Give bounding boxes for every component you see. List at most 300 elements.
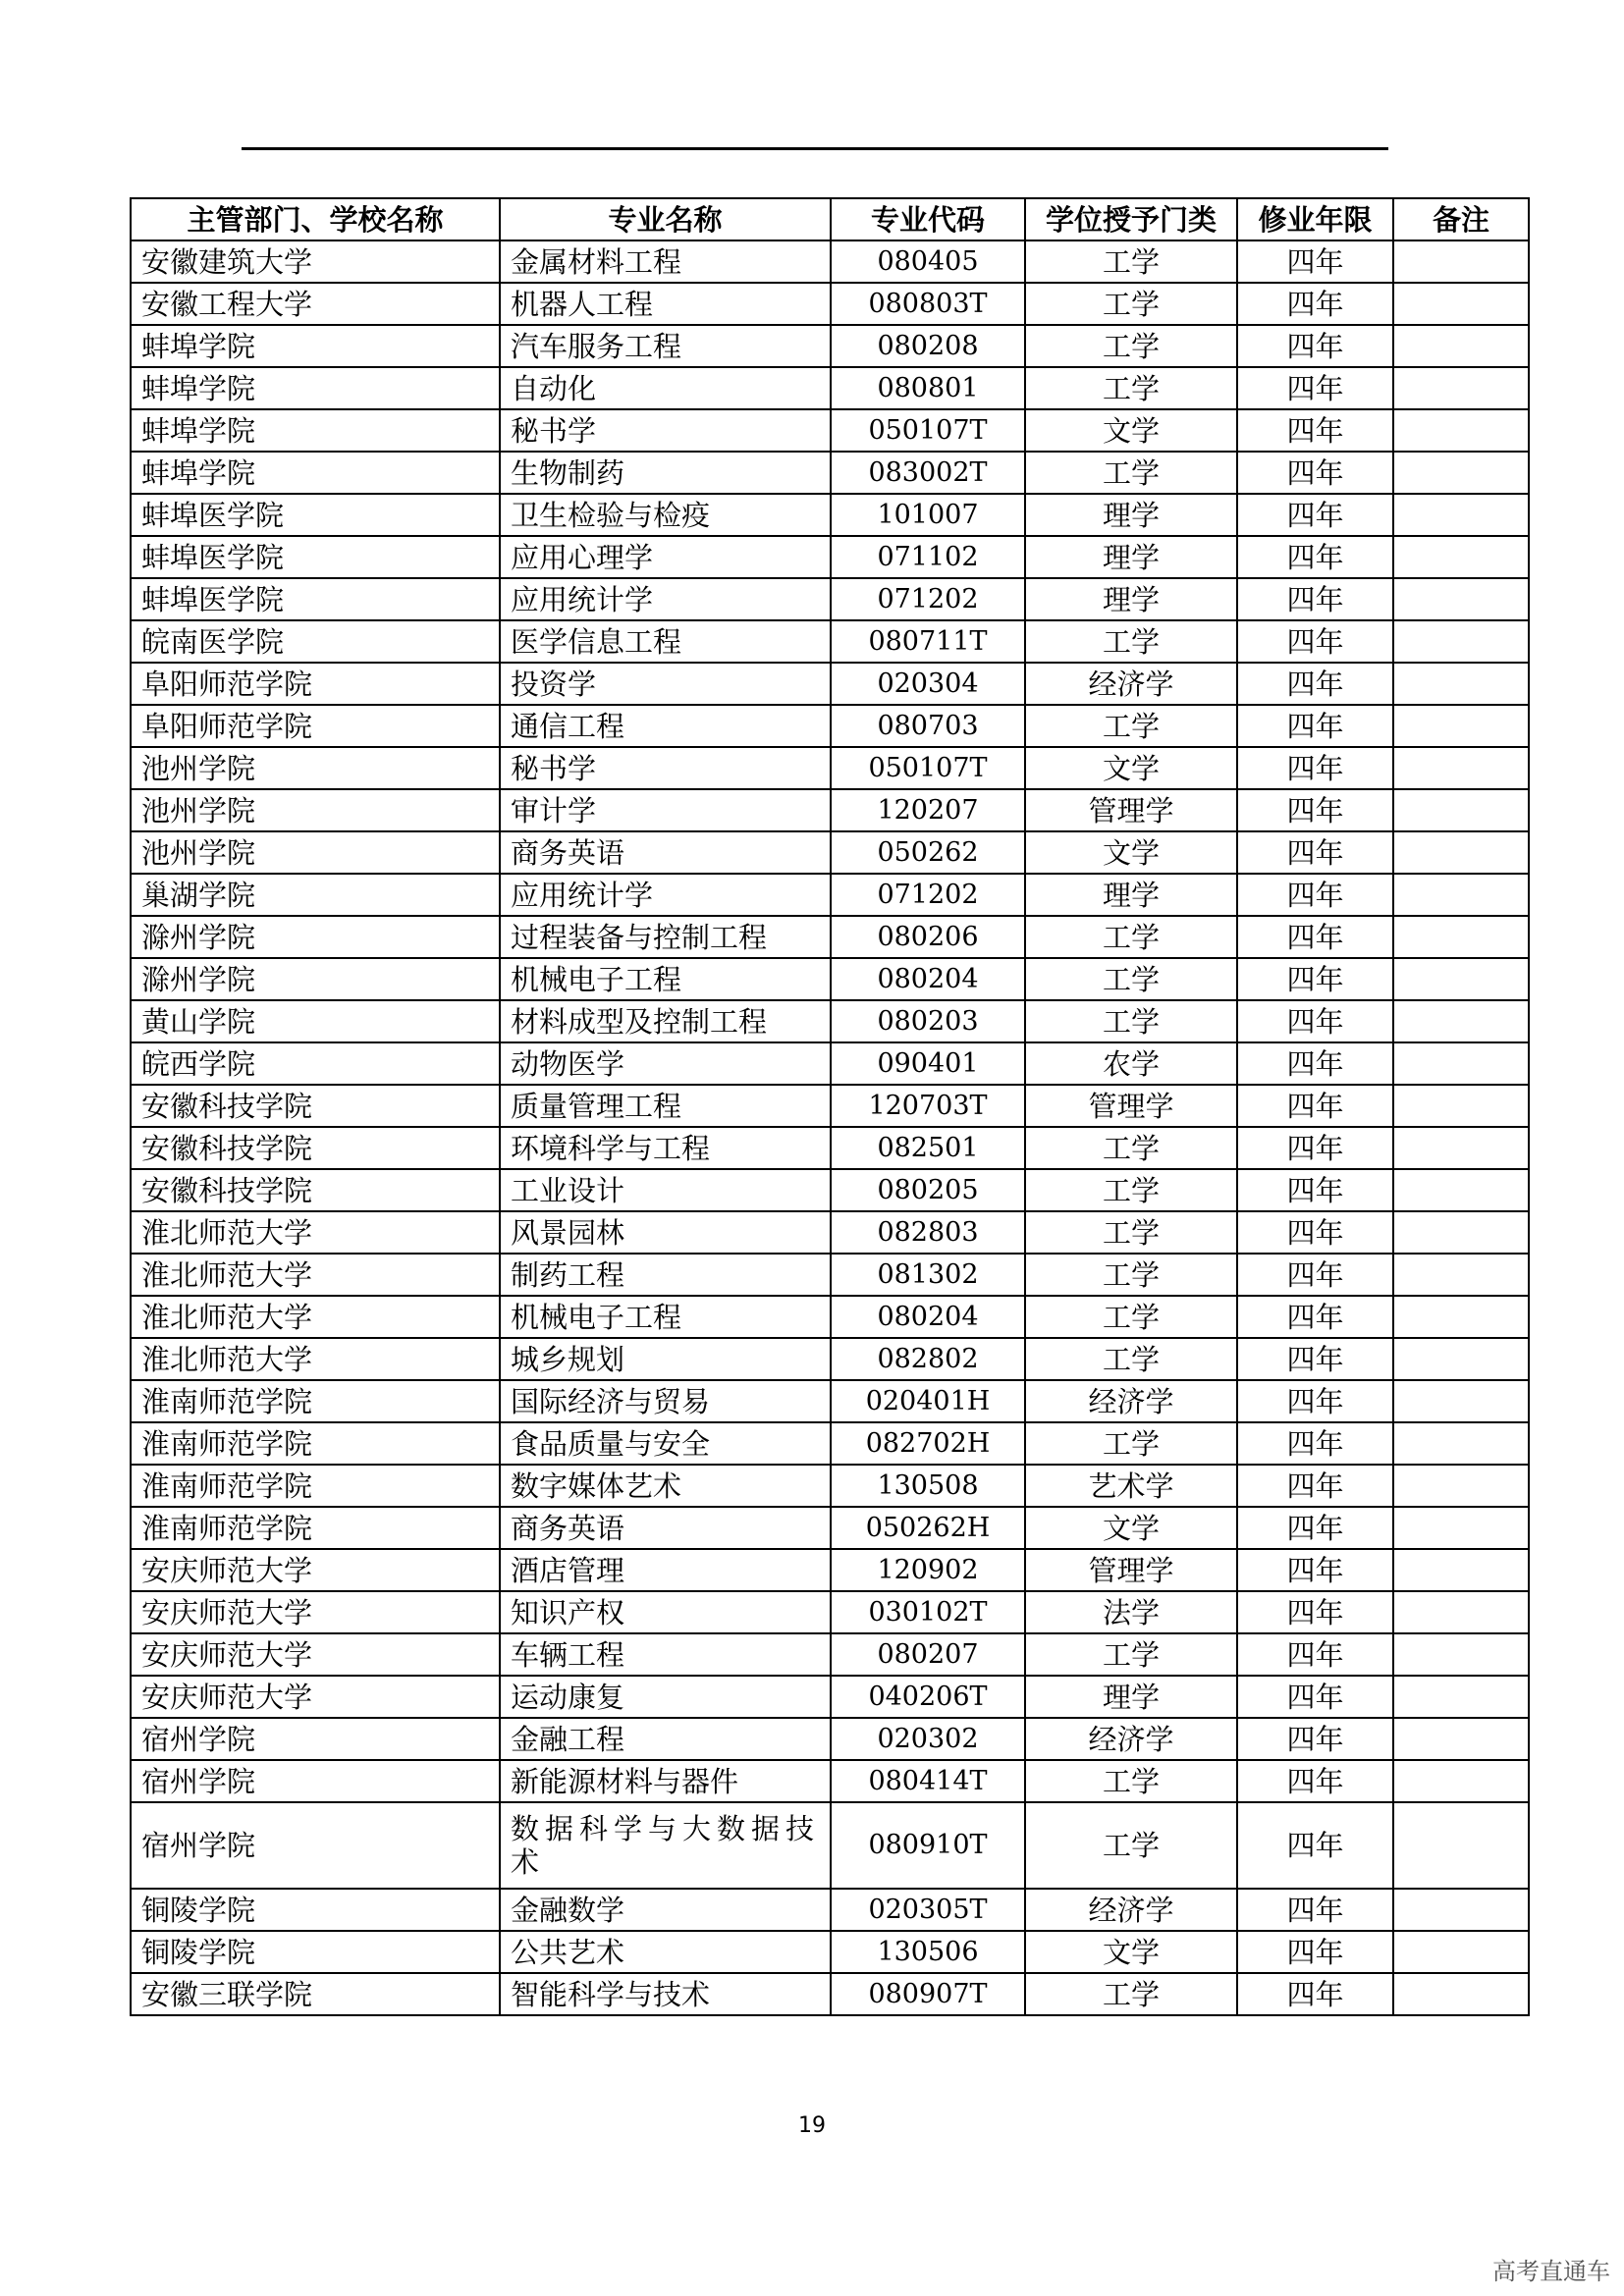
cell-school: 宿州学院	[131, 1802, 500, 1889]
cell-remarks	[1393, 1507, 1529, 1549]
cell-school: 安徽科技学院	[131, 1085, 500, 1127]
cell-school: 安庆师范大学	[131, 1549, 500, 1591]
cell-code: 080711T	[831, 620, 1025, 663]
cell-major: 应用统计学	[500, 874, 831, 916]
cell-school: 滁州学院	[131, 958, 500, 1000]
cell-remarks	[1393, 1254, 1529, 1296]
cell-school: 铜陵学院	[131, 1931, 500, 1973]
cell-major: 机器人工程	[500, 283, 831, 325]
cell-remarks	[1393, 1085, 1529, 1127]
cell-code: 080207	[831, 1633, 1025, 1676]
cell-degree: 理学	[1025, 874, 1237, 916]
cell-duration: 四年	[1237, 747, 1393, 789]
cell-school: 安庆师范大学	[131, 1591, 500, 1633]
cell-remarks	[1393, 1422, 1529, 1465]
header-code: 专业代码	[831, 198, 1025, 240]
cell-code: 082803	[831, 1211, 1025, 1254]
cell-school: 黄山学院	[131, 1000, 500, 1042]
cell-remarks	[1393, 536, 1529, 578]
cell-code: 080203	[831, 1000, 1025, 1042]
table-row	[131, 1549, 1529, 1591]
cell-school: 池州学院	[131, 747, 500, 789]
cell-major: 城乡规划	[500, 1338, 831, 1380]
cell-school: 安徽工程大学	[131, 283, 500, 325]
cell-remarks	[1393, 1633, 1529, 1676]
cell-remarks	[1393, 494, 1529, 536]
cell-code: 050262H	[831, 1507, 1025, 1549]
table-row	[131, 916, 1529, 958]
cell-remarks	[1393, 1718, 1529, 1760]
cell-code: 050107T	[831, 409, 1025, 452]
cell-duration: 四年	[1237, 1042, 1393, 1085]
cell-major: 审计学	[500, 789, 831, 831]
table-row	[131, 1760, 1529, 1802]
cell-major: 制药工程	[500, 1254, 831, 1296]
cell-code: 080204	[831, 1296, 1025, 1338]
table-row	[131, 1296, 1529, 1338]
cell-degree: 工学	[1025, 705, 1237, 747]
cell-school: 淮北师范大学	[131, 1338, 500, 1380]
cell-degree: 工学	[1025, 240, 1237, 283]
cell-major: 材料成型及控制工程	[500, 1000, 831, 1042]
cell-degree: 经济学	[1025, 663, 1237, 705]
cell-duration: 四年	[1237, 1000, 1393, 1042]
cell-code: 082702H	[831, 1422, 1025, 1465]
cell-code: 071202	[831, 874, 1025, 916]
table-header-row	[131, 198, 1529, 240]
watermark: 高考直通车	[1492, 2258, 1610, 2285]
cell-degree: 理学	[1025, 578, 1237, 620]
cell-duration: 四年	[1237, 1127, 1393, 1169]
cell-degree: 工学	[1025, 1973, 1237, 2015]
cell-duration: 四年	[1237, 1549, 1393, 1591]
cell-major: 国际经济与贸易	[500, 1380, 831, 1422]
cell-school: 皖南医学院	[131, 620, 500, 663]
cell-major: 自动化	[500, 367, 831, 409]
header-major: 专业名称	[500, 198, 831, 240]
majors-table	[130, 197, 1530, 2016]
cell-code: 130508	[831, 1465, 1025, 1507]
cell-school: 淮南师范学院	[131, 1422, 500, 1465]
cell-remarks	[1393, 1760, 1529, 1802]
cell-duration: 四年	[1237, 536, 1393, 578]
cell-remarks	[1393, 1973, 1529, 2015]
cell-major: 金融工程	[500, 1718, 831, 1760]
cell-major: 过程装备与控制工程	[500, 916, 831, 958]
cell-major: 数字媒体艺术	[500, 1465, 831, 1507]
cell-major: 秘书学	[500, 409, 831, 452]
cell-degree: 管理学	[1025, 1549, 1237, 1591]
table-row	[131, 1718, 1529, 1760]
cell-school: 滁州学院	[131, 916, 500, 958]
cell-major: 金融数学	[500, 1889, 831, 1931]
cell-degree: 理学	[1025, 1676, 1237, 1718]
table-body	[131, 240, 1529, 2015]
cell-school: 巢湖学院	[131, 874, 500, 916]
cell-school: 池州学院	[131, 831, 500, 874]
cell-degree: 经济学	[1025, 1889, 1237, 1931]
cell-school: 安庆师范大学	[131, 1676, 500, 1718]
cell-degree: 工学	[1025, 1760, 1237, 1802]
cell-code: 080205	[831, 1169, 1025, 1211]
cell-degree: 工学	[1025, 1127, 1237, 1169]
cell-remarks	[1393, 1127, 1529, 1169]
cell-major: 动物医学	[500, 1042, 831, 1085]
table-row	[131, 1633, 1529, 1676]
cell-remarks	[1393, 1042, 1529, 1085]
table-row	[131, 283, 1529, 325]
cell-remarks	[1393, 1338, 1529, 1380]
cell-code: 080204	[831, 958, 1025, 1000]
cell-school: 宿州学院	[131, 1760, 500, 1802]
table-row	[131, 1042, 1529, 1085]
cell-degree: 工学	[1025, 1169, 1237, 1211]
cell-code: 080801	[831, 367, 1025, 409]
cell-degree: 文学	[1025, 1507, 1237, 1549]
cell-remarks	[1393, 916, 1529, 958]
cell-major: 新能源材料与器件	[500, 1760, 831, 1802]
cell-degree: 工学	[1025, 1296, 1237, 1338]
cell-code: 081302	[831, 1254, 1025, 1296]
cell-code: 040206T	[831, 1676, 1025, 1718]
table-row	[131, 958, 1529, 1000]
cell-duration: 四年	[1237, 663, 1393, 705]
table-row	[131, 1127, 1529, 1169]
cell-degree: 工学	[1025, 1211, 1237, 1254]
table-row	[131, 1676, 1529, 1718]
table-row	[131, 1973, 1529, 2015]
cell-remarks	[1393, 747, 1529, 789]
cell-school: 宿州学院	[131, 1718, 500, 1760]
cell-major: 生物制药	[500, 452, 831, 494]
cell-degree: 管理学	[1025, 1085, 1237, 1127]
cell-degree: 文学	[1025, 747, 1237, 789]
table-row	[131, 1591, 1529, 1633]
cell-school: 安徽建筑大学	[131, 240, 500, 283]
page-number: 19	[798, 2113, 826, 2138]
cell-duration: 四年	[1237, 1254, 1393, 1296]
cell-code: 130506	[831, 1931, 1025, 1973]
table-row	[131, 1802, 1529, 1889]
cell-duration: 四年	[1237, 1211, 1393, 1254]
cell-code: 082802	[831, 1338, 1025, 1380]
cell-duration: 四年	[1237, 1802, 1393, 1889]
cell-duration: 四年	[1237, 1760, 1393, 1802]
table-row	[131, 663, 1529, 705]
cell-code: 120703T	[831, 1085, 1025, 1127]
cell-duration: 四年	[1237, 1422, 1393, 1465]
cell-duration: 四年	[1237, 1296, 1393, 1338]
table-row	[131, 578, 1529, 620]
cell-major: 商务英语	[500, 831, 831, 874]
table-row	[131, 874, 1529, 916]
cell-major: 工业设计	[500, 1169, 831, 1211]
cell-major: 食品质量与安全	[500, 1422, 831, 1465]
cell-code: 050107T	[831, 747, 1025, 789]
cell-remarks	[1393, 452, 1529, 494]
cell-duration: 四年	[1237, 1973, 1393, 2015]
cell-school: 蚌埠医学院	[131, 494, 500, 536]
table-row	[131, 1085, 1529, 1127]
table-row	[131, 747, 1529, 789]
cell-major: 知识产权	[500, 1591, 831, 1633]
cell-remarks	[1393, 1296, 1529, 1338]
cell-degree: 经济学	[1025, 1380, 1237, 1422]
cell-degree: 文学	[1025, 1931, 1237, 1973]
cell-major: 秘书学	[500, 747, 831, 789]
cell-code: 020401H	[831, 1380, 1025, 1422]
cell-major: 机械电子工程	[500, 1296, 831, 1338]
header-remarks: 备注	[1393, 198, 1529, 240]
cell-duration: 四年	[1237, 494, 1393, 536]
table-row	[131, 1889, 1529, 1931]
cell-duration: 四年	[1237, 789, 1393, 831]
header-school: 主管部门、学校名称	[131, 198, 500, 240]
cell-duration: 四年	[1237, 1085, 1393, 1127]
cell-duration: 四年	[1237, 1507, 1393, 1549]
cell-code: 020304	[831, 663, 1025, 705]
cell-school: 蚌埠医学院	[131, 578, 500, 620]
cell-degree: 工学	[1025, 1633, 1237, 1676]
cell-remarks	[1393, 240, 1529, 283]
cell-major: 商务英语	[500, 1507, 831, 1549]
table-row	[131, 1000, 1529, 1042]
cell-degree: 工学	[1025, 1422, 1237, 1465]
cell-degree: 工学	[1025, 1000, 1237, 1042]
cell-remarks	[1393, 1169, 1529, 1211]
table-row	[131, 1211, 1529, 1254]
cell-code: 080405	[831, 240, 1025, 283]
cell-remarks	[1393, 325, 1529, 367]
table-row	[131, 494, 1529, 536]
cell-code: 030102T	[831, 1591, 1025, 1633]
table-row	[131, 1465, 1529, 1507]
cell-school: 淮南师范学院	[131, 1465, 500, 1507]
cell-remarks	[1393, 1000, 1529, 1042]
cell-code: 080907T	[831, 1973, 1025, 2015]
table-row	[131, 1338, 1529, 1380]
cell-major: 金属材料工程	[500, 240, 831, 283]
table-row	[131, 536, 1529, 578]
table-row	[131, 1507, 1529, 1549]
cell-duration: 四年	[1237, 1633, 1393, 1676]
table-row	[131, 705, 1529, 747]
cell-duration: 四年	[1237, 1889, 1393, 1931]
cell-duration: 四年	[1237, 1718, 1393, 1760]
header-duration: 修业年限	[1237, 198, 1393, 240]
cell-major: 智能科学与技术	[500, 1973, 831, 2015]
cell-school: 铜陵学院	[131, 1889, 500, 1931]
cell-duration: 四年	[1237, 283, 1393, 325]
table-row	[131, 325, 1529, 367]
cell-degree: 农学	[1025, 1042, 1237, 1085]
cell-school: 安徽三联学院	[131, 1973, 500, 2015]
cell-remarks	[1393, 789, 1529, 831]
majors-table-container	[130, 197, 1530, 2016]
cell-degree: 法学	[1025, 1591, 1237, 1633]
cell-duration: 四年	[1237, 1591, 1393, 1633]
cell-remarks	[1393, 705, 1529, 747]
cell-school: 阜阳师范学院	[131, 663, 500, 705]
cell-duration: 四年	[1237, 1169, 1393, 1211]
cell-major: 机械电子工程	[500, 958, 831, 1000]
cell-school: 皖西学院	[131, 1042, 500, 1085]
cell-degree: 理学	[1025, 536, 1237, 578]
header-rule	[242, 147, 1388, 150]
cell-remarks	[1393, 1676, 1529, 1718]
cell-duration: 四年	[1237, 409, 1393, 452]
cell-remarks	[1393, 958, 1529, 1000]
table-row	[131, 1169, 1529, 1211]
cell-major: 酒店管理	[500, 1549, 831, 1591]
cell-major: 应用统计学	[500, 578, 831, 620]
cell-duration: 四年	[1237, 620, 1393, 663]
cell-degree: 工学	[1025, 367, 1237, 409]
cell-code: 080414T	[831, 1760, 1025, 1802]
cell-duration: 四年	[1237, 240, 1393, 283]
cell-code: 080703	[831, 705, 1025, 747]
cell-duration: 四年	[1237, 1465, 1393, 1507]
header-degree: 学位授予门类	[1025, 198, 1237, 240]
cell-duration: 四年	[1237, 874, 1393, 916]
cell-duration: 四年	[1237, 452, 1393, 494]
cell-code: 080910T	[831, 1802, 1025, 1889]
cell-degree: 工学	[1025, 1254, 1237, 1296]
cell-degree: 工学	[1025, 452, 1237, 494]
cell-major: 应用心理学	[500, 536, 831, 578]
cell-school: 淮北师范大学	[131, 1211, 500, 1254]
cell-remarks	[1393, 578, 1529, 620]
cell-degree: 工学	[1025, 283, 1237, 325]
cell-major: 通信工程	[500, 705, 831, 747]
cell-major: 投资学	[500, 663, 831, 705]
cell-remarks	[1393, 1802, 1529, 1889]
cell-duration: 四年	[1237, 1931, 1393, 1973]
cell-duration: 四年	[1237, 1380, 1393, 1422]
cell-major: 汽车服务工程	[500, 325, 831, 367]
table-row	[131, 831, 1529, 874]
cell-major: 质量管理工程	[500, 1085, 831, 1127]
cell-degree: 管理学	[1025, 789, 1237, 831]
cell-duration: 四年	[1237, 831, 1393, 874]
cell-duration: 四年	[1237, 916, 1393, 958]
cell-major: 公共艺术	[500, 1931, 831, 1973]
cell-remarks	[1393, 1380, 1529, 1422]
cell-major: 数据科学与大数据技术	[500, 1802, 831, 1889]
cell-major: 车辆工程	[500, 1633, 831, 1676]
cell-school: 安徽科技学院	[131, 1169, 500, 1211]
cell-code: 080206	[831, 916, 1025, 958]
table-row	[131, 1422, 1529, 1465]
table-row	[131, 1254, 1529, 1296]
cell-code: 120207	[831, 789, 1025, 831]
cell-remarks	[1393, 1889, 1529, 1931]
cell-degree: 文学	[1025, 831, 1237, 874]
cell-remarks	[1393, 283, 1529, 325]
cell-school: 蚌埠学院	[131, 452, 500, 494]
cell-remarks	[1393, 409, 1529, 452]
cell-remarks	[1393, 1211, 1529, 1254]
cell-duration: 四年	[1237, 578, 1393, 620]
cell-degree: 工学	[1025, 620, 1237, 663]
cell-remarks	[1393, 1465, 1529, 1507]
cell-remarks	[1393, 1549, 1529, 1591]
cell-school: 阜阳师范学院	[131, 705, 500, 747]
cell-duration: 四年	[1237, 705, 1393, 747]
cell-code: 050262	[831, 831, 1025, 874]
table-row	[131, 620, 1529, 663]
cell-remarks	[1393, 1931, 1529, 1973]
cell-school: 蚌埠学院	[131, 367, 500, 409]
cell-school: 淮南师范学院	[131, 1380, 500, 1422]
table-row	[131, 367, 1529, 409]
cell-school: 安徽科技学院	[131, 1127, 500, 1169]
cell-degree: 艺术学	[1025, 1465, 1237, 1507]
table-row	[131, 409, 1529, 452]
cell-school: 池州学院	[131, 789, 500, 831]
cell-major: 医学信息工程	[500, 620, 831, 663]
cell-degree: 工学	[1025, 1802, 1237, 1889]
cell-code: 071202	[831, 578, 1025, 620]
cell-code: 020302	[831, 1718, 1025, 1760]
cell-degree: 文学	[1025, 409, 1237, 452]
cell-school: 淮南师范学院	[131, 1507, 500, 1549]
cell-duration: 四年	[1237, 1338, 1393, 1380]
cell-degree: 理学	[1025, 494, 1237, 536]
cell-duration: 四年	[1237, 1676, 1393, 1718]
cell-code: 083002T	[831, 452, 1025, 494]
table-row	[131, 789, 1529, 831]
cell-remarks	[1393, 367, 1529, 409]
cell-degree: 工学	[1025, 916, 1237, 958]
cell-code: 080803T	[831, 283, 1025, 325]
cell-school: 蚌埠学院	[131, 325, 500, 367]
cell-duration: 四年	[1237, 367, 1393, 409]
cell-duration: 四年	[1237, 958, 1393, 1000]
table-row	[131, 1931, 1529, 1973]
cell-code: 082501	[831, 1127, 1025, 1169]
cell-code: 020305T	[831, 1889, 1025, 1931]
table-row	[131, 240, 1529, 283]
cell-remarks	[1393, 831, 1529, 874]
cell-major: 卫生检验与检疫	[500, 494, 831, 536]
cell-degree: 工学	[1025, 958, 1237, 1000]
cell-school: 淮北师范大学	[131, 1296, 500, 1338]
cell-remarks	[1393, 620, 1529, 663]
cell-major: 运动康复	[500, 1676, 831, 1718]
cell-remarks	[1393, 663, 1529, 705]
cell-duration: 四年	[1237, 325, 1393, 367]
cell-school: 淮北师范大学	[131, 1254, 500, 1296]
cell-school: 蚌埠医学院	[131, 536, 500, 578]
cell-major: 风景园林	[500, 1211, 831, 1254]
cell-remarks	[1393, 874, 1529, 916]
cell-code: 101007	[831, 494, 1025, 536]
cell-school: 安庆师范大学	[131, 1633, 500, 1676]
cell-remarks	[1393, 1591, 1529, 1633]
cell-code: 080208	[831, 325, 1025, 367]
table-row	[131, 1380, 1529, 1422]
cell-degree: 工学	[1025, 325, 1237, 367]
cell-school: 蚌埠学院	[131, 409, 500, 452]
cell-degree: 工学	[1025, 1338, 1237, 1380]
cell-code: 090401	[831, 1042, 1025, 1085]
cell-code: 071102	[831, 536, 1025, 578]
table-row	[131, 452, 1529, 494]
cell-degree: 经济学	[1025, 1718, 1237, 1760]
cell-code: 120902	[831, 1549, 1025, 1591]
cell-major: 环境科学与工程	[500, 1127, 831, 1169]
